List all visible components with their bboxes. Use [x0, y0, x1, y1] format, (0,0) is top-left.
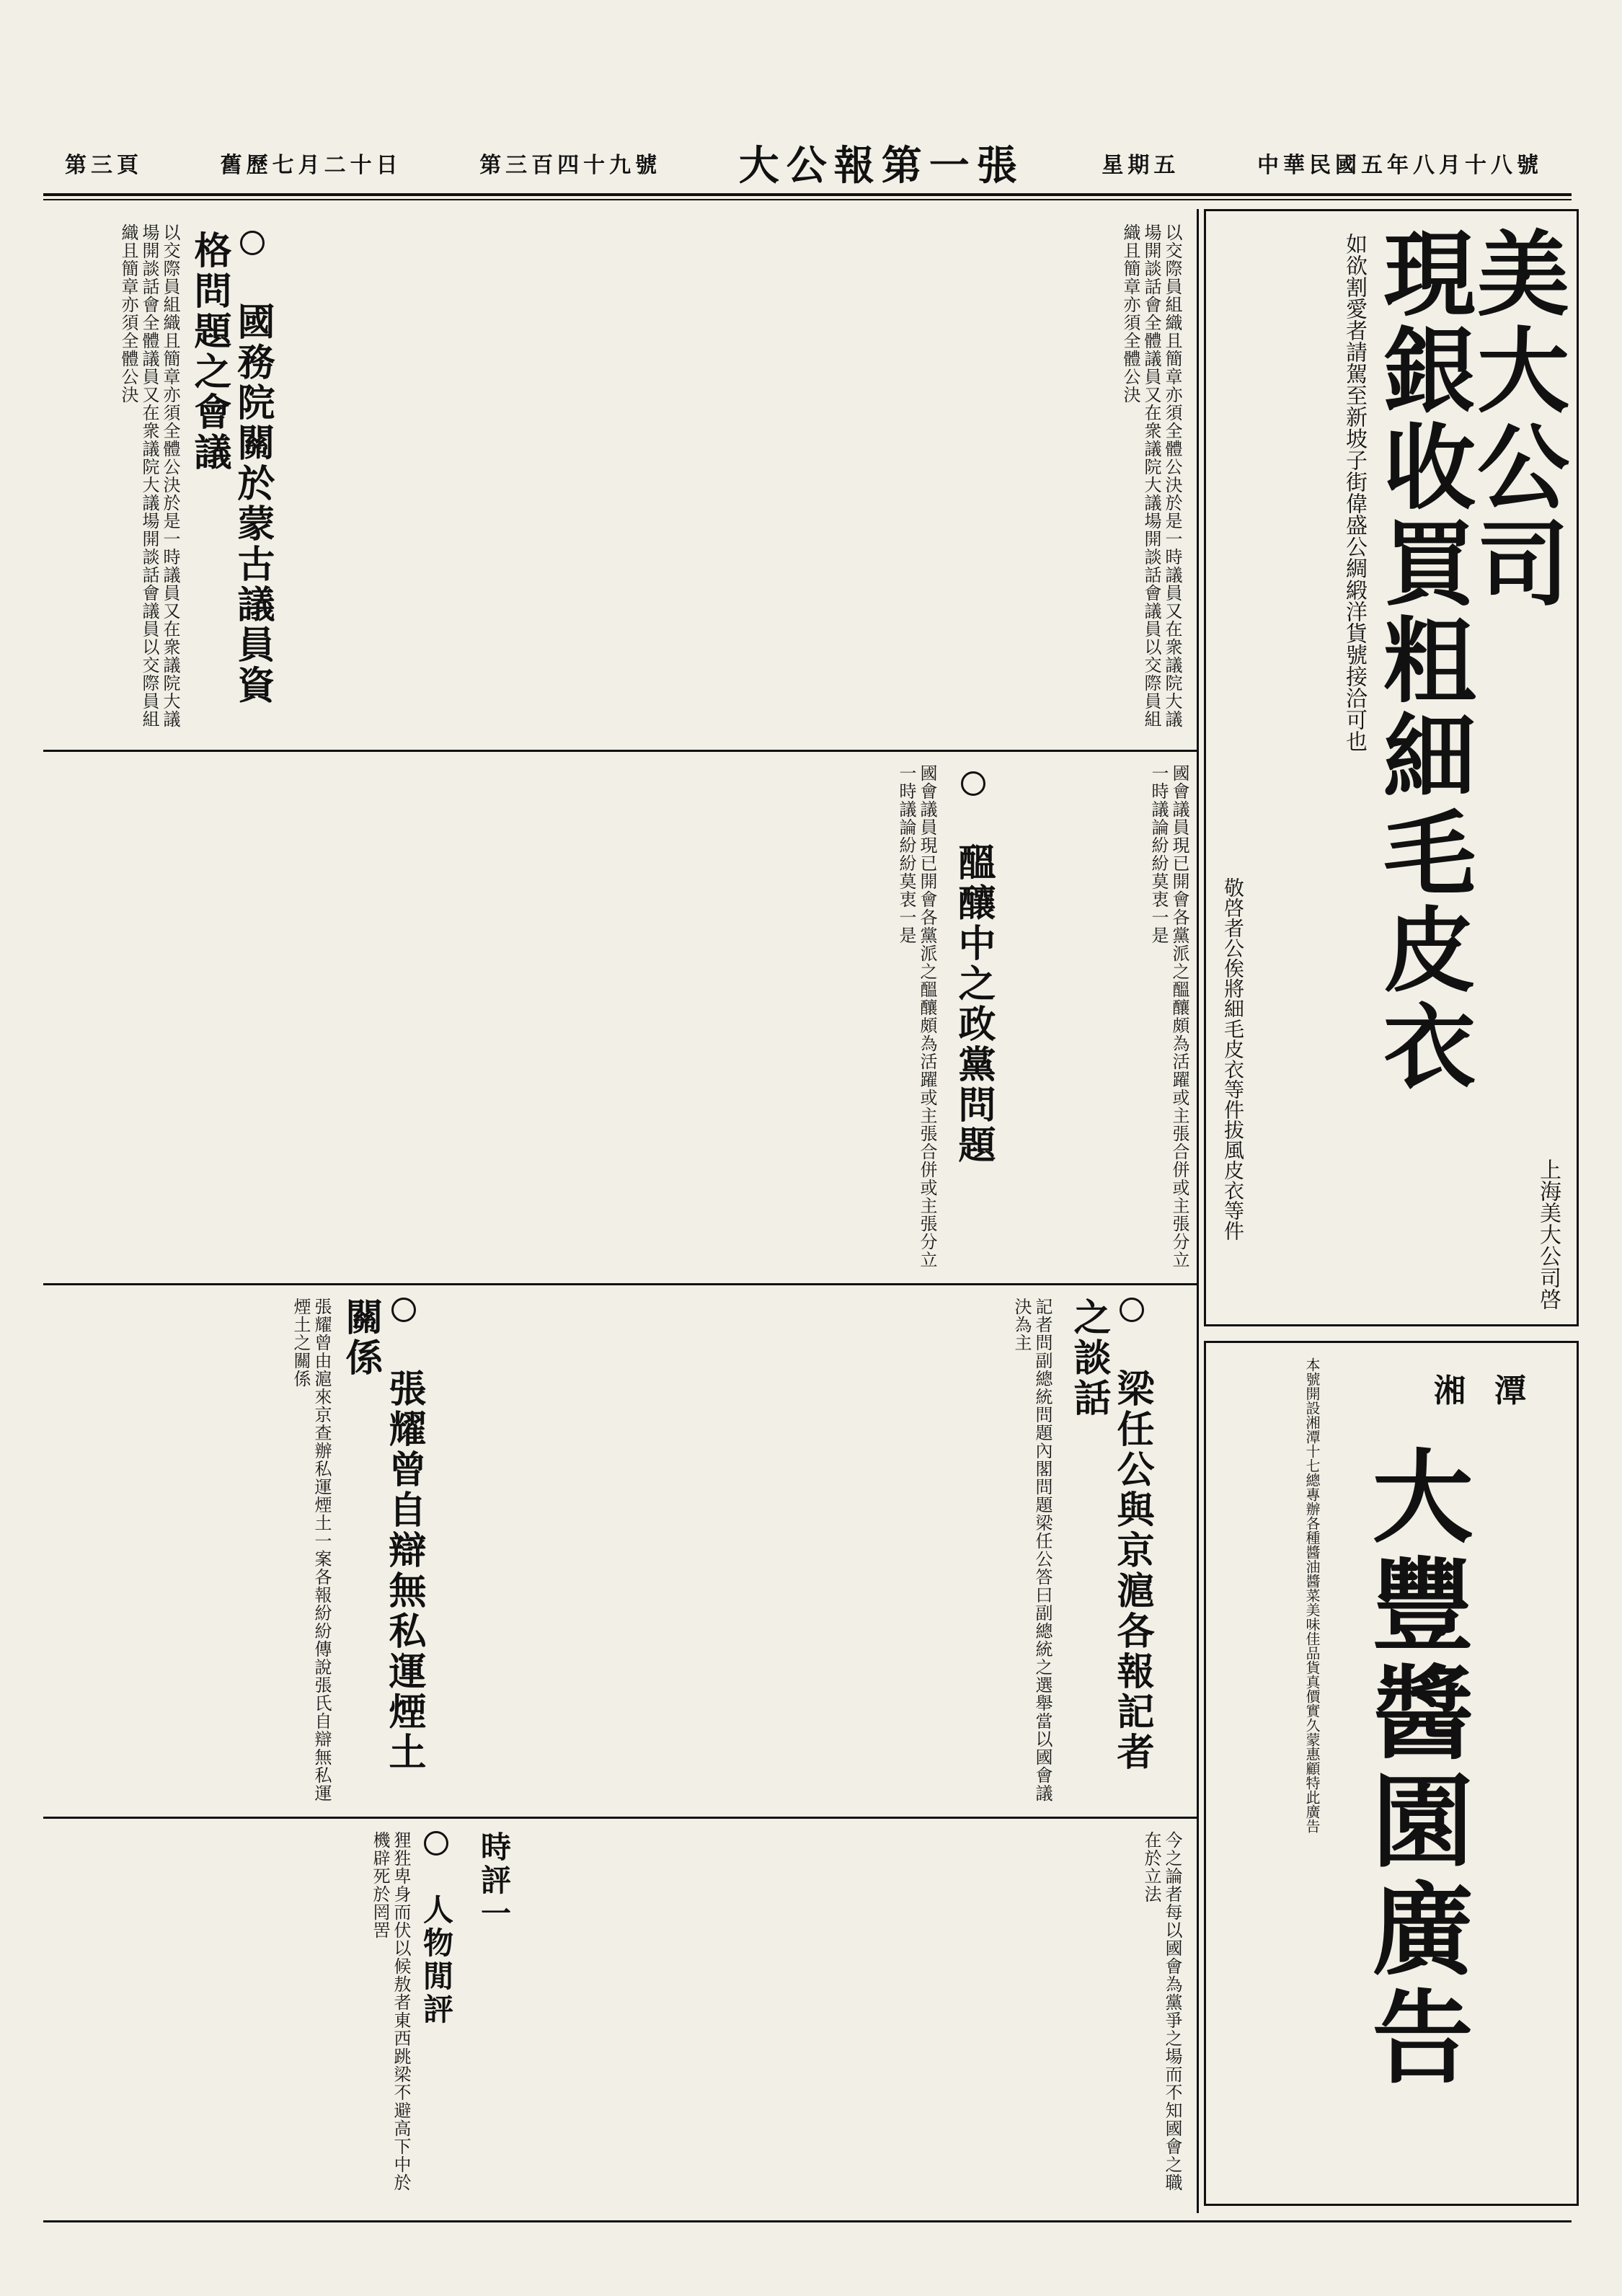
article-headline: 人物閒評	[418, 1831, 454, 2191]
article-body-intro: 國會議員現已開會各黨派之醞釀頗為活躍或主張合併或主張分立一時議論紛紛莫衷一是	[1148, 764, 1189, 1269]
article-body: 國會議員現已開會各黨派之醞釀頗為活躍或主張合併或主張分立一時議論紛紛莫衷一是	[896, 764, 937, 1269]
ad-subtitle: 如欲割愛者請駕至新坡子街偉盛公綢緞洋貨號接洽可也	[1342, 233, 1367, 752]
ad-note: 敬啓者公俟將細毛皮衣等件拔風皮衣等件	[1221, 877, 1245, 1241]
masthead-rule	[43, 193, 1572, 196]
article-body: 以交際員組織且簡章亦須全體公決於是一時議員又在衆議院大議場開談話會全體議員又在衆議院大議場開談話會議員以交際員組織且簡章亦須全體公決	[1120, 223, 1182, 728]
footer-rule	[43, 2220, 1572, 2222]
article-marker-icon	[424, 1831, 448, 1856]
tier-divider-3	[43, 1817, 1197, 1819]
ad-fur-purchase	[1204, 209, 1579, 1326]
article-headline: 梁任公與京滬各報記者之談話	[1067, 1298, 1154, 1773]
article-marker-icon	[1120, 1298, 1144, 1322]
column-divider	[1197, 209, 1199, 2213]
article-headline: 時評一	[477, 1831, 512, 1931]
article-body: 記者問副總統問題內閣問題梁任公答曰副總統之選舉當以國會議決為主	[1011, 1298, 1052, 1802]
masthead-paper-name: 大公報第一張	[738, 142, 1024, 190]
masthead-rule-thin	[43, 199, 1572, 200]
article-marker-icon	[391, 1298, 416, 1322]
masthead-issue: 第三百四十九號	[479, 153, 662, 178]
article-body: 狸狌卑身而伏以候敖者東西跳梁不避高下中於機辟死於罔罟	[370, 1831, 411, 2191]
tier-divider-2	[43, 1283, 1197, 1285]
ad-med-region: 湘潭	[1434, 1373, 1555, 1409]
masthead-date: 中華民國五年八月十八號	[1257, 153, 1543, 178]
tier-divider-1	[43, 750, 1197, 752]
ad-title-line2: 現銀收買粗細毛皮衣	[1368, 226, 1476, 1095]
article-body: 今之論者每以國會為黨爭之場而不知國會之職在於立法	[1141, 1831, 1182, 2191]
article-headline: 醞釀中之政黨問題	[952, 771, 995, 1240]
masthead-weekday: 星期五	[1102, 153, 1180, 178]
article-headline: 張耀曾自辯無私運煙土關係	[339, 1298, 426, 1773]
masthead-lunar-date: 舊歷七月二十日	[220, 153, 402, 178]
ad-dafeng-sauce	[1204, 1341, 1579, 2206]
article-headline: 國務院關於蒙古議員資格問題之會議	[187, 231, 275, 706]
masthead-page: 第三頁	[65, 153, 143, 178]
article-body: 張耀曾由滬來京查辦私運煙土一案各報紛紛傳說張氏自辯無私運煙土之關係	[291, 1298, 332, 1802]
ad-title-line1: 美大公司	[1461, 226, 1569, 612]
ad-med-name: 大豐醬園廣告	[1355, 1444, 1473, 2093]
ad-med-fine-print: 本號開設湘潭十七總專辦各種醬油醬菜美味佳品貨真價實久蒙惠顧特此廣告	[1303, 1357, 1321, 1833]
article-body-continued: 以交際員組織且簡章亦須全體公決於是一時議員又在衆議院大議場開談話會全體議員又在衆議院大議場開談話會議員以交際員組織且簡章亦須全體公決	[118, 223, 180, 728]
ad-company: 上海美大公司啓	[1535, 1158, 1561, 1310]
article-marker-icon	[961, 771, 985, 796]
masthead	[65, 141, 1543, 190]
